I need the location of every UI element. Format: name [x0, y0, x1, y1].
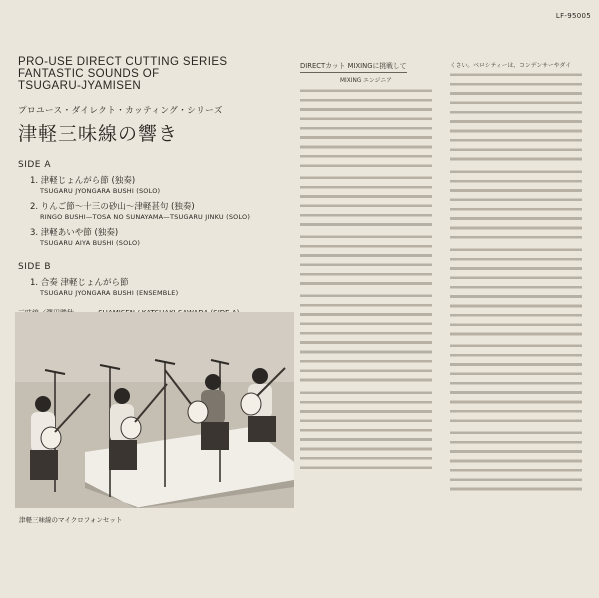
liner-notes-paragraph: [450, 429, 582, 494]
japanese-series-name: プロユース・ダイレクト・カッティング・シリーズ: [18, 106, 223, 116]
track-title-jp: 3. 津軽あいや節 (独奏): [30, 228, 119, 238]
liner-notes-paragraph: [300, 389, 432, 473]
liner-notes-paragraph: [450, 71, 582, 165]
track-title-jp: 2. りんご節〜十三の砂山〜津軽甚句 (独奏): [30, 202, 195, 212]
track-title-jp: 1. 合奏 津軽じょんがら節: [30, 278, 129, 288]
liner-notes-author: MIXING エンジニア: [340, 78, 392, 85]
track-list-item: [30, 278, 290, 298]
track-list-item: [30, 202, 290, 222]
track-title-romaji: RINGO BUSHI—TOSA NO SUNAYAMA—TSUGARU JINKU (SOLO): [40, 213, 251, 221]
liner-notes-paragraph: [450, 168, 582, 243]
liner-notes-paragraph: [450, 246, 582, 340]
japanese-album-title: 津軽三味線の響き: [18, 123, 179, 145]
title-block: [18, 56, 290, 330]
english-title-line-2: FANTASTIC SOUNDS OF: [18, 68, 160, 80]
track-title-romaji: TSUGARU JYONGARA BUSHI (SOLO): [40, 187, 161, 195]
catalog-number: LF-95005: [555, 12, 591, 20]
liner-notes-paragraph: [300, 87, 432, 171]
track-title-romaji: TSUGARU JYONGARA BUSHI (ENSEMBLE): [40, 289, 179, 297]
english-title-line-1: PRO-USE DIRECT CUTTING SERIES: [18, 56, 228, 68]
liner-notes-paragraph: [450, 342, 582, 426]
side-b-label: SIDE B: [18, 262, 52, 272]
liner-notes-column-1: [300, 62, 432, 476]
side-a-label: SIDE A: [18, 160, 52, 170]
liner-notes-column-2: [450, 62, 582, 498]
liner-notes-heading: DIRECTカット MIXINGに挑戦して: [300, 62, 407, 73]
english-title-line-3: TSUGARU-JYAMISEN: [18, 80, 142, 92]
track-list-item: [30, 228, 290, 248]
liner-notes-paragraph: [300, 292, 432, 386]
recording-session-photo: [15, 312, 294, 508]
liner-notes-paragraph: [300, 233, 432, 289]
liner-notes-paragraph: [300, 174, 432, 230]
track-list-item: [30, 176, 290, 196]
photo-caption: 津軽三味線のマイクロフォンセット: [19, 516, 123, 524]
track-title-romaji: TSUGARU AIYA BUSHI (SOLO): [40, 239, 141, 247]
liner-notes-line: くさい。ベロシティーは、コンデンサーやダイ: [450, 63, 572, 69]
photo-illustration: [15, 312, 294, 508]
track-title-jp: 1. 津軽じょんがら節 (独奏): [30, 176, 136, 186]
